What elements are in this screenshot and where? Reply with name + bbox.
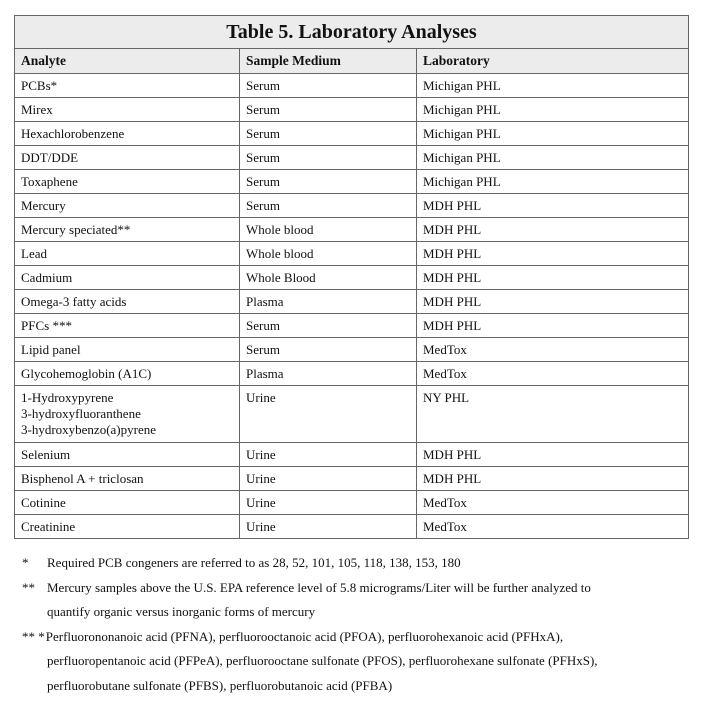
table-row	[15, 491, 689, 515]
footnote-line	[22, 625, 692, 650]
sample-medium-cell: Serum	[240, 146, 417, 170]
footnote-mark: **	[22, 579, 35, 595]
column-header-laboratory: Laboratory	[417, 49, 689, 74]
laboratory-cell: Michigan PHL	[417, 74, 689, 98]
analyte-name: Mercury speciated**	[21, 222, 131, 237]
laboratory-cell: Michigan PHL	[417, 98, 689, 122]
analyte-name: DDT/DDE	[21, 150, 79, 165]
sample-medium-cell: Whole Blood	[240, 266, 417, 290]
analyte-cell	[15, 74, 240, 98]
table-row	[15, 515, 689, 539]
sample-medium-cell: Urine	[240, 386, 417, 443]
analyte-name: PCBs*	[21, 78, 58, 93]
laboratory-cell: MDH PHL	[417, 443, 689, 467]
table-row	[15, 467, 689, 491]
table-row	[15, 314, 689, 338]
table-row	[15, 218, 689, 242]
laboratory-cell: Michigan PHL	[417, 170, 689, 194]
analyte-cell	[15, 290, 240, 314]
laboratory-cell: MedTox	[417, 515, 689, 539]
footnote-text: Perfluorononanoic acid (PFNA), perfluorooctanoic acid (PFOA), perfluorohexanoic acid (PFHxA),	[45, 628, 564, 644]
analyte-cell	[15, 170, 240, 194]
table-row	[15, 146, 689, 170]
table-row	[15, 74, 689, 98]
sample-medium-cell: Serum	[240, 122, 417, 146]
laboratory-cell: Michigan PHL	[417, 146, 689, 170]
table-row	[15, 122, 689, 146]
table-row	[15, 242, 689, 266]
sample-medium-cell: Serum	[240, 338, 417, 362]
table-row	[15, 386, 689, 443]
analyte-cell	[15, 362, 240, 386]
analyte-name: Glycohemoglobin (A1C)	[21, 366, 152, 381]
sample-medium-cell: Urine	[240, 491, 417, 515]
analyte-name: Hexachlorobenzene	[21, 126, 125, 141]
analyte-name: Bisphenol A + triclosan	[21, 471, 144, 486]
footnote-text: Mercury samples above the U.S. EPA reference level of 5.8 micrograms/Liter will be further analyzed to	[47, 579, 591, 595]
table-title: Table 5. Laboratory Analyses	[15, 16, 689, 49]
sample-medium-cell: Serum	[240, 194, 417, 218]
analyte-cell	[15, 515, 240, 539]
table-row	[15, 362, 689, 386]
laboratory-cell: MedTox	[417, 491, 689, 515]
sample-medium-cell: Whole blood	[240, 218, 417, 242]
analyte-cell	[15, 122, 240, 146]
sample-medium-cell: Serum	[240, 74, 417, 98]
laboratory-cell: MDH PHL	[417, 218, 689, 242]
sample-medium-cell: Plasma	[240, 362, 417, 386]
sample-medium-cell: Serum	[240, 98, 417, 122]
column-header-sample-medium: Sample Medium	[240, 49, 417, 74]
analyte-name: Mirex	[21, 102, 53, 117]
laboratory-cell: Michigan PHL	[417, 122, 689, 146]
analyte-cell	[15, 386, 240, 443]
analyte-name: Cotinine	[21, 495, 66, 510]
sample-medium-cell: Urine	[240, 443, 417, 467]
laboratory-cell: MDH PHL	[417, 290, 689, 314]
footnotes	[22, 551, 692, 698]
footnote-text: perfluoropentanoic acid (PFPeA), perfluorooctane sulfonate (PFOS), perfluorohexane sulfonate (PFHxS),	[47, 653, 598, 668]
analyte-cell	[15, 314, 240, 338]
sample-medium-cell: Plasma	[240, 290, 417, 314]
analyte-cell	[15, 98, 240, 122]
analyte-name: Mercury	[21, 198, 66, 213]
footnote-line	[22, 674, 692, 699]
analyte-cell	[15, 194, 240, 218]
analyte-cell	[15, 266, 240, 290]
analyte-name: Cadmium	[21, 270, 73, 285]
laboratory-cell: NY PHL	[417, 386, 689, 443]
analyte-cell	[15, 338, 240, 362]
laboratory-cell: MDH PHL	[417, 266, 689, 290]
analyte-name: Selenium	[21, 447, 71, 462]
footnote-line	[22, 600, 692, 625]
laboratory-cell: MDH PHL	[417, 467, 689, 491]
footnote-text: perfluorobutane sulfonate (PFBS), perfluorobutanoic acid (PFBA)	[47, 677, 393, 693]
analyte-cell	[15, 491, 240, 515]
footnote-mark: *	[22, 555, 29, 570]
sample-medium-cell: Serum	[240, 314, 417, 338]
table-row	[15, 266, 689, 290]
analyte-cell	[15, 218, 240, 242]
analyte-cell	[15, 467, 240, 491]
analyte-name: 3-hydroxyfluoranthene	[21, 406, 141, 421]
analyte-cell	[15, 443, 240, 467]
table-row	[15, 194, 689, 218]
analyte-name: 1-Hydroxypyrene	[21, 390, 114, 405]
analyte-name: Creatinine	[21, 519, 76, 534]
analyte-name: Lipid panel	[21, 342, 81, 357]
analyte-name: Toxaphene	[21, 174, 78, 189]
analyte-cell	[15, 242, 240, 266]
sample-medium-cell: Urine	[240, 515, 417, 539]
analyte-name: 3-hydroxybenzo(a)pyrene	[21, 422, 156, 437]
table-row	[15, 290, 689, 314]
laboratory-analyses-table	[14, 15, 689, 539]
footnote-text: Required PCB congeners are referred to as 28, 52, 101, 105, 118, 138, 153, 180	[47, 555, 461, 570]
sample-medium-cell: Urine	[240, 467, 417, 491]
sample-medium-cell: Whole blood	[240, 242, 417, 266]
table-row	[15, 98, 689, 122]
footnote-line	[22, 649, 692, 674]
laboratory-cell: MedTox	[417, 338, 689, 362]
laboratory-cell: MDH PHL	[417, 194, 689, 218]
column-header-analyte: Analyte	[15, 49, 240, 74]
table-row	[15, 170, 689, 194]
analyte-name: PFCs ***	[21, 318, 72, 333]
analyte-name: Lead	[21, 246, 47, 261]
analyte-cell	[15, 146, 240, 170]
analyte-name: Omega-3 fatty acids	[21, 294, 127, 309]
laboratory-cell: MDH PHL	[417, 242, 689, 266]
laboratory-cell: MedTox	[417, 362, 689, 386]
sample-medium-cell: Serum	[240, 170, 417, 194]
footnote-line	[22, 551, 692, 576]
table-row	[15, 443, 689, 467]
table-row	[15, 338, 689, 362]
footnote-line	[22, 576, 692, 601]
footnote-text: quantify organic versus inorganic forms of mercury	[47, 604, 316, 619]
laboratory-cell: MDH PHL	[417, 314, 689, 338]
footnote-mark: ** *	[22, 628, 45, 644]
